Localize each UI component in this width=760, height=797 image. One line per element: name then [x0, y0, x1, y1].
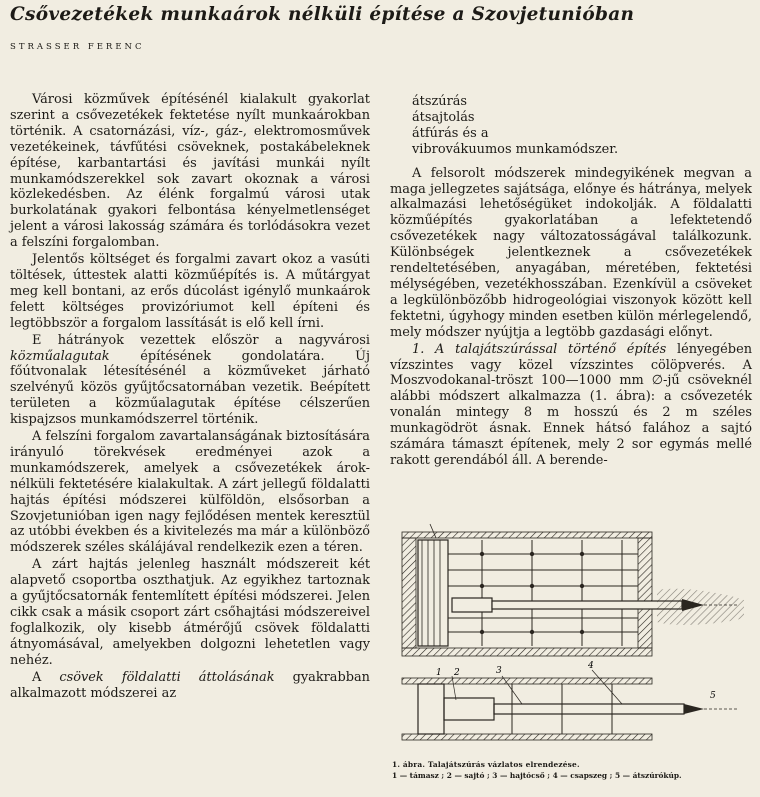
caption-title: 1. ábra. Talajátszúrás vázlatos elrendezése. [392, 760, 580, 769]
method-item: átsajtolás [412, 109, 475, 125]
section-view [402, 524, 744, 656]
figure-label: 3 [496, 666, 502, 676]
method-item: vibrovákuumos munkamódszer. [412, 141, 619, 157]
author-name: STRASSER FERENC [10, 42, 145, 52]
figure-caption [392, 760, 754, 781]
italic-term: csövek földalatti áttolásának [59, 669, 275, 685]
figure-label: 1 [436, 668, 442, 678]
caption-legend: 1 — támasz ; 2 — sajtó ; 3 — hajtócső ; 4 — csapszeg ; 5 — átszúrókúp. [392, 770, 682, 780]
figure-1-diagram [392, 520, 754, 760]
paragraph: A zárt hajtás jelenleg használt módszereit két alapvető csoportba oszthatjuk. Az egyikhez tartoznak a gyűjtőcsatornák fentemlített építési módszerei. Jelen cikk csak a másik csoport zárt csőhajtási módszereivel foglalkozik, oly kisebb átmérőjű csövek földalatti átnyomásával, amelyekben dolgozni lehetetlen vagy nehéz. [10, 557, 370, 668]
paragraph: E hátrányok vezettek először a nagyvárosi közműalagutak építésének gondolatára. Új főútvonalak létesítésénél a közműveket járható szelvényű közös gyűjtőcsatornában vezetik. Beépített területen a közműalagutak építése célszerűen kispajzsos munkamódszerrel történik. [10, 332, 370, 428]
figure-label: 2 [454, 668, 460, 678]
left-column [10, 92, 370, 701]
method-item: átfúrás és a [412, 125, 489, 141]
figure-label: 4 [588, 661, 594, 671]
paragraph: A csövek földalatti áttolásának gyakrabban alkalmazott módszerei az [10, 669, 370, 701]
plan-view [402, 670, 737, 740]
paragraph: Jelentős költséget és forgalmi zavart okoz a vasúti töltések, úttestek alatti közműépítés is. A műtárgyat meg kell bontani, az erős dúcolást igénylő munkaárok felett költséges provizóriumot kell építeni és legtöbbször a forgalom lassítását is elő kell írni. [10, 252, 370, 331]
paragraph: Városi közművek építésénél kialakult gyakorlat szerint a csővezetékek fektetése nyílt munkaárokban történik. A csatornázási, víz-, gáz-, elektromosművek vezetékeinek, távfűtési csöveknek, postakábeleknek építése, karbantartási és javítási munkái nyílt munkamódszerekkel sok zavart okoznak a városi közlekedésben. Az élénk forgalmú városi utak burkolatának gyakori felbontása kényelmetlenséget jelent a városi lakosság számára és torlódásokra vezet a felszíni forgalomban. [10, 92, 370, 251]
method-item: átszúrás [412, 94, 468, 109]
italic-term: közműalagutak [10, 348, 110, 364]
figure-label: 5 [710, 691, 716, 701]
section-heading: 1. A talajátszúrással történő építés [412, 341, 667, 357]
paragraph: A felszíni forgalom zavartalanságának biztosítására irányuló törekvések eredményei azok a munkamódszerek, amelyek a csővezetékek árok-nélküli fektetésére kialakultak. A zárt jellegű földalatti hajtás építési módszerei külföldön, elsősorban a Szovjetunióban igen nagy fejlődésen mentek keresztül az utóbbi években és a kivitelezés ma már a különböző módszerek széles skálájával rendelkezik ezen a téren. [10, 429, 370, 556]
right-column [390, 94, 752, 469]
method-list [412, 94, 752, 158]
article-title: Csővezetékek munkaárok nélküli építése a Szovjetunióban [10, 4, 635, 25]
paragraph: 1. A talajátszúrással történő építés lényegében vízszintes vagy közel vízszintes cölöpverés. A Moszvodokanal-tröszt 100—1000 mm ∅-jű csöveknél alábbi módszert alkalmazza (1. ábra): a csővezeték vonalán mintegy 8 m hosszú és 2 m széles munkagödröt ásnak. Ennek hátsó falához a sajtó számára támaszt építenek, mely 2 sor egymás mellé rakott gerendából áll. A berende- [390, 341, 752, 468]
paragraph: A felsorolt módszerek mindegyikének megvan a maga jellegzetes sajátsága, előnye és hátránya, melyek alkalmazási lehetőségüket indokolják. A földalatti közműépítés gyakorlatában a lefektetendő csővezetékek nagy változatosságával találkozunk. Különbségek jelentkeznek a csővezetékek rendeltetésében, anyagában, méretében, fektetési mélységében, vezetékhosszában. Ezenkívül a csöveket a legkülönbözőbb hidrogeológiai viszonyok között kell fektetni, úgyhogy minden esetben külön mérlegelendő, mely módszer nyújtja a legtöbb gazdasági előnyt. [390, 165, 752, 340]
